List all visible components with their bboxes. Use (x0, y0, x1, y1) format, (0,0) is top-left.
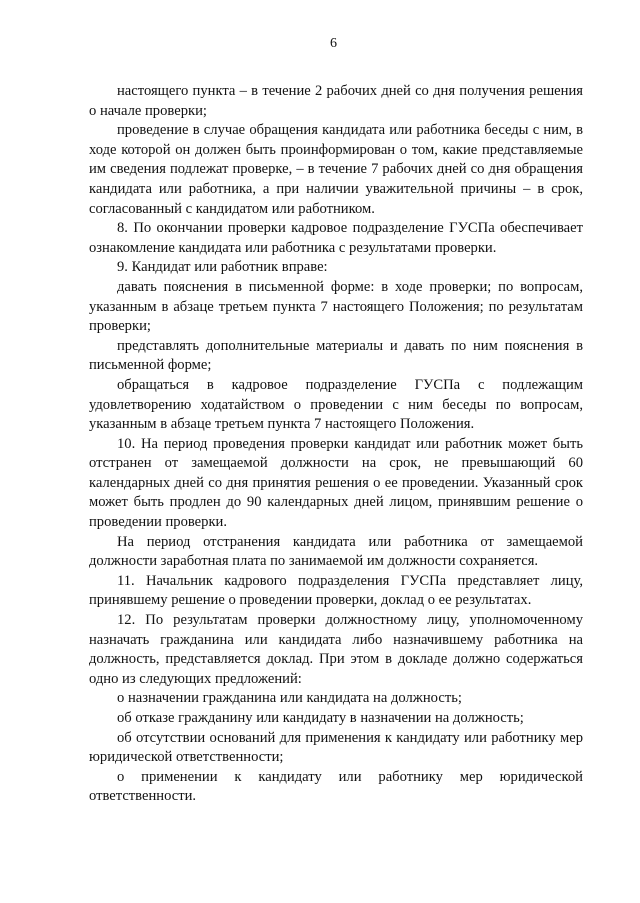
paragraph: давать пояснения в письменной форме: в ходе проверки; по вопросам, указанным в абзаце третьем пункта 7 настоящего Положения; по результатам проверки; (89, 278, 583, 335)
page-number: 6 (330, 36, 337, 51)
paragraph-item-8: 8. По окончании проверки кадровое подразделение ГУСПа обеспечивает ознакомление кандидата или работника с результатами проверки. (89, 220, 583, 256)
paragraph: о назначении гражданина или кандидата на должность; (117, 690, 462, 707)
paragraph: об отказе гражданину или кандидату в назначении на должность; (117, 710, 524, 726)
paragraph-item-12: 12. По результатам проверки должностному лицу, уполномоченному назначать гражданина или кандидата либо назначившему работника на должность, представляется доклад. При этом в докладе должно содержаться одно из следующих предложений: (89, 612, 583, 687)
body-text (89, 82, 583, 807)
paragraph-item-10: 10. На период проведения проверки кандидат или работник может быть отстранен от замещаемой должности на срок, не превышающий 60 календарных дней со дня принятия решения о ее проведении. Указанный срок может быть продлен до 90 календарных дней лицом, принявшим решение о проведении проверки. (89, 435, 583, 531)
paragraph-item-11: 11. Начальник кадрового подразделения ГУСПа представляет лицу, принявшему решение о проведении проверки, доклад о ее результатах. (89, 572, 583, 609)
paragraph: о применении к кандидату или работнику мер юридической ответственности. (89, 768, 583, 805)
paragraph: об отсутствии оснований для применения к кандидату или работнику мер юридической ответственности; (89, 729, 583, 766)
paragraph: обращаться в кадровое подразделение ГУСПа с подлежащим удовлетворению ходатайством о проведении с ним беседы по вопросам, указанным в абзаце третьем пункта 7 настоящего Положения. (89, 376, 583, 433)
paragraph: На период отстранения кандидата или работника от замещаемой должности заработная плата по занимаемой им должности сохраняется. (89, 533, 583, 570)
paragraph-item-9: 9. Кандидат или работник вправе: (117, 259, 328, 276)
paragraph: настоящего пункта – в течение 2 рабочих дней со дня получения решения о начале проверки; (89, 83, 583, 119)
paragraph: проведение в случае обращения кандидата или работника беседы с ним, в ходе которой он должен быть проинформирован о том, какие представляемые им сведения подлежат проверке, – в течение 7 рабочих дней со дня обращения кандидата или работника, а при наличии уважительной причины – в срок, согласованный с кандидатом или работником. (89, 122, 583, 217)
paragraph: представлять дополнительные материалы и давать по ним пояснения в письменной форме; (89, 337, 583, 374)
